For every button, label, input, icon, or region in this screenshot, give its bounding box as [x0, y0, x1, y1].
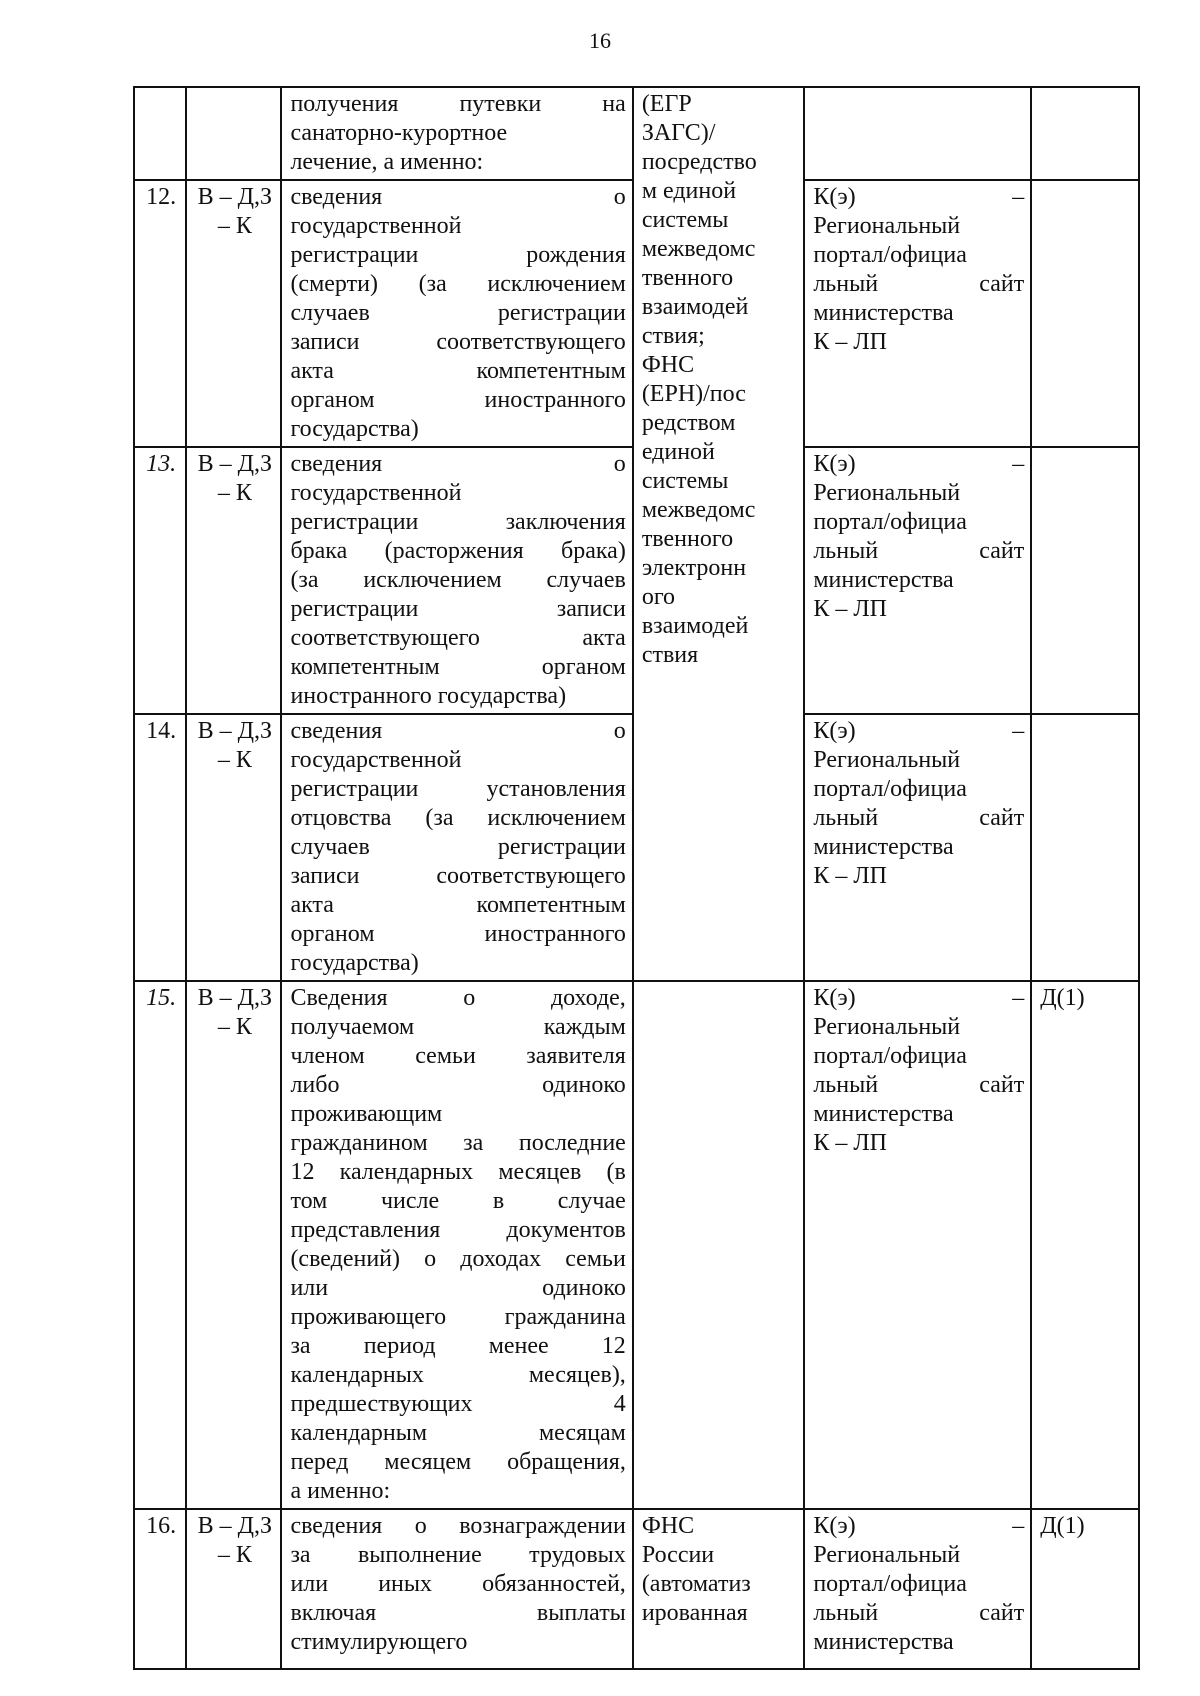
- text-line: межведомс: [641, 236, 756, 262]
- text-line: том числе в случае: [290, 1188, 626, 1214]
- text-line: (автоматиз: [641, 1571, 751, 1597]
- text-line: ствия;: [641, 323, 705, 349]
- text-line: К – ЛП: [813, 1130, 887, 1156]
- text-line: ФНС: [641, 1513, 695, 1539]
- submission-channel: [804, 714, 1031, 981]
- text-line: государственной: [290, 747, 462, 773]
- row-number: 14.: [134, 714, 186, 981]
- text-line: взаимодей: [641, 294, 749, 320]
- text-line: льный сайт: [813, 1072, 1025, 1098]
- text-line: редством: [641, 410, 736, 436]
- text-line: ФНС: [641, 352, 695, 378]
- text-line: или одиноко: [290, 1275, 626, 1301]
- text-line: министерства: [813, 567, 954, 593]
- text-line: сведения о: [290, 451, 626, 477]
- text-line: З – К: [217, 1513, 273, 1568]
- text-line: В – Д,: [197, 184, 261, 210]
- text-line: или иных обязанностей,: [290, 1571, 626, 1597]
- text-line: министерства: [813, 834, 954, 860]
- text-line: льный сайт: [813, 538, 1025, 564]
- text-line: включая выплаты: [290, 1600, 626, 1626]
- text-line: министерства: [813, 1629, 954, 1655]
- text-line: получаемом каждым: [290, 1014, 626, 1040]
- text-line: системы: [641, 468, 729, 494]
- text-line: межведомс: [641, 497, 756, 523]
- text-line: В – Д,: [197, 451, 261, 477]
- text-line: Сведения о доходе,: [290, 985, 626, 1011]
- text-line: ированная: [641, 1600, 748, 1626]
- text-line: получения путевки на: [290, 91, 626, 117]
- text-line: органом иностранного: [290, 387, 626, 413]
- text-line: льный сайт: [813, 271, 1025, 297]
- text-line: проживающего гражданина: [290, 1304, 626, 1330]
- text-line: твенного: [641, 265, 734, 291]
- category-code: [186, 714, 281, 981]
- text-line: сведения о: [290, 184, 626, 210]
- text-line: либо одиноко: [290, 1072, 626, 1098]
- text-line: портал/официа: [813, 242, 967, 268]
- text-line: 12 календарных месяцев (в: [290, 1159, 626, 1185]
- text-line: министерства: [813, 300, 954, 326]
- category-code: [186, 180, 281, 447]
- table-row: [134, 981, 1139, 1509]
- text-line: гражданином за последние: [290, 1130, 626, 1156]
- text-line: К(э) –: [813, 985, 1025, 1011]
- category-code: [186, 447, 281, 714]
- text-line: случаев регистрации: [290, 300, 626, 326]
- text-line: К – ЛП: [813, 329, 887, 355]
- text-line: портал/официа: [813, 509, 967, 535]
- text-line: З – К: [217, 184, 273, 239]
- text-line: лечение, а именно:: [290, 149, 484, 175]
- submission-channel: [804, 87, 1031, 180]
- text-line: сведения о вознаграждении: [290, 1513, 626, 1539]
- text-line: государства): [290, 950, 419, 976]
- result-code: Д(1): [1031, 981, 1139, 1509]
- text-line: (за исключением случаев: [290, 567, 626, 593]
- text-line: регистрации установления: [290, 776, 626, 802]
- text-line: З – К: [217, 985, 273, 1040]
- text-line: К(э) –: [813, 184, 1025, 210]
- information-source: [633, 1509, 805, 1669]
- row-number: 12.: [134, 180, 186, 447]
- result-code: Д(1): [1031, 1509, 1139, 1669]
- text-line: З – К: [217, 718, 273, 773]
- text-line: случаев регистрации: [290, 834, 626, 860]
- text-line: стимулирующего: [290, 1629, 468, 1655]
- text-line: К(э) –: [813, 718, 1025, 744]
- text-line: проживающим: [290, 1101, 443, 1127]
- text-line: государственной: [290, 480, 462, 506]
- document-description: [281, 447, 632, 714]
- text-line: единой: [641, 439, 715, 465]
- text-line: К – ЛП: [813, 863, 887, 889]
- information-source: [633, 87, 805, 981]
- text-line: ЗАГС)/: [641, 120, 716, 146]
- category-code: [186, 1509, 281, 1669]
- text-line: за период менее 12: [290, 1333, 626, 1359]
- text-line: акта компетентным: [290, 358, 626, 384]
- category-code: [186, 87, 281, 180]
- text-line: сведения о: [290, 718, 626, 744]
- text-line: перед месяцем обращения,: [290, 1449, 626, 1475]
- text-line: брака (расторжения брака): [290, 538, 626, 564]
- text-line: Региональный: [813, 213, 961, 239]
- text-line: за выполнение трудовых: [290, 1542, 626, 1568]
- category-code: [186, 981, 281, 1509]
- text-line: К(э) –: [813, 1513, 1025, 1539]
- text-line: предшествующих 4: [290, 1391, 626, 1417]
- row-number: [134, 87, 186, 180]
- text-line: портал/официа: [813, 1043, 967, 1069]
- text-line: Региональный: [813, 480, 961, 506]
- text-line: К(э) –: [813, 451, 1025, 477]
- text-line: З – К: [217, 451, 273, 506]
- text-line: компетентным органом: [290, 654, 626, 680]
- text-line: взаимодей: [641, 613, 749, 639]
- text-line: записи соответствующего: [290, 863, 626, 889]
- text-line: министерства: [813, 1101, 954, 1127]
- text-line: (смерти) (за исключением: [290, 271, 626, 297]
- text-line: ствия: [641, 642, 699, 668]
- text-line: регистрации заключения: [290, 509, 626, 535]
- text-line: государственной: [290, 213, 462, 239]
- text-line: льный сайт: [813, 1600, 1025, 1626]
- text-line: (сведений) о доходах семьи: [290, 1246, 626, 1272]
- document-description: [281, 87, 632, 180]
- text-line: твенного: [641, 526, 734, 552]
- text-line: акта компетентным: [290, 892, 626, 918]
- text-line: Региональный: [813, 747, 961, 773]
- result-code: [1031, 180, 1139, 447]
- table-row: [134, 87, 1139, 180]
- text-line: В – Д,: [197, 985, 261, 1011]
- text-line: соответствующего акта: [290, 625, 626, 651]
- text-line: ого: [641, 584, 676, 610]
- submission-channel: [804, 447, 1031, 714]
- submission-channel: [804, 981, 1031, 1509]
- text-line: В – Д,: [197, 718, 261, 744]
- text-line: посредство: [641, 149, 757, 175]
- document-description: [281, 1509, 632, 1669]
- text-line: России: [641, 1542, 715, 1568]
- text-line: представления документов: [290, 1217, 626, 1243]
- document-description: [281, 714, 632, 981]
- result-code: [1031, 714, 1139, 981]
- services-table: [133, 86, 1140, 1670]
- text-line: Региональный: [813, 1542, 961, 1568]
- text-line: санаторно-курортное: [290, 120, 508, 146]
- page-number: 16: [589, 28, 611, 53]
- text-line: портал/официа: [813, 1571, 967, 1597]
- row-number: 16.: [134, 1509, 186, 1669]
- text-line: К – ЛП: [813, 596, 887, 622]
- text-line: (ЕРН)/пос: [641, 381, 746, 407]
- submission-channel: [804, 1509, 1031, 1669]
- document-description: [281, 180, 632, 447]
- text-line: Региональный: [813, 1014, 961, 1040]
- text-line: государства): [290, 416, 419, 442]
- text-line: В – Д,: [197, 1513, 261, 1539]
- text-line: а именно:: [290, 1478, 391, 1504]
- document-description: [281, 981, 632, 1509]
- row-number: 13.: [134, 447, 186, 714]
- result-code: [1031, 447, 1139, 714]
- text-line: календарным месяцам: [290, 1420, 626, 1446]
- text-line: регистрации записи: [290, 596, 626, 622]
- text-line: системы: [641, 207, 729, 233]
- text-line: электронн: [641, 555, 747, 581]
- submission-channel: [804, 180, 1031, 447]
- result-code: [1031, 87, 1139, 180]
- text-line: календарных месяцев),: [290, 1362, 626, 1388]
- table-row: [134, 1509, 1139, 1669]
- information-source: [633, 981, 805, 1509]
- text-line: (ЕГР: [641, 91, 692, 117]
- text-line: иностранного государства): [290, 683, 567, 709]
- text-line: записи соответствующего: [290, 329, 626, 355]
- text-line: отцовства (за исключением: [290, 805, 626, 831]
- text-line: м единой: [641, 178, 737, 204]
- text-line: членом семьи заявителя: [290, 1043, 626, 1069]
- text-line: органом иностранного: [290, 921, 626, 947]
- text-line: регистрации рождения: [290, 242, 626, 268]
- row-number: 15.: [134, 981, 186, 1509]
- text-line: портал/официа: [813, 776, 967, 802]
- text-line: льный сайт: [813, 805, 1025, 831]
